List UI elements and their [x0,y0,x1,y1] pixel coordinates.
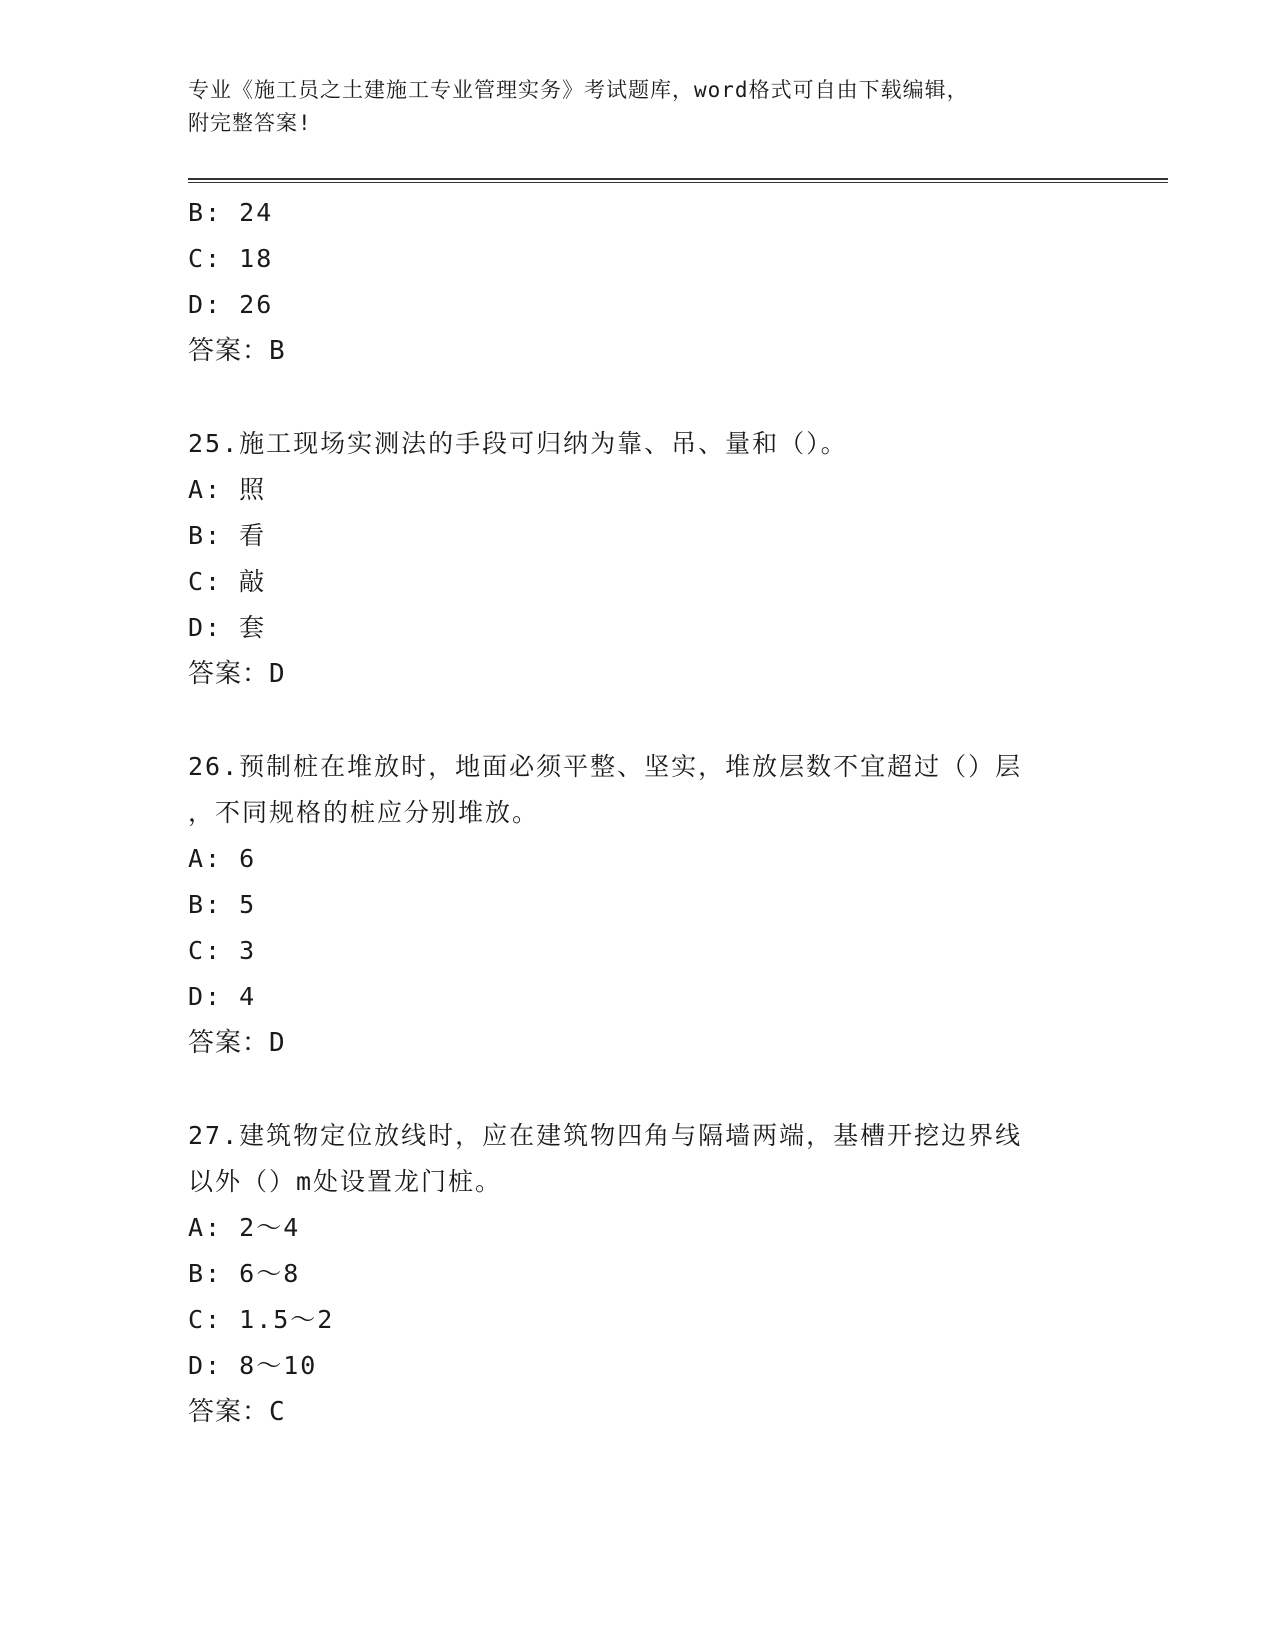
option-d: D: 26 [188,290,274,319]
spacer [188,697,1168,744]
question-list [188,190,1168,1435]
option-c: C: 1.5～2 [188,1305,335,1334]
question-25 [188,421,1168,697]
option-b: B: 6～8 [188,1259,301,1288]
question-27 [188,1113,1168,1435]
answer: 答案：C [188,1397,286,1427]
answer: 答案：D [188,1028,286,1058]
header-line-1: 专业《施工员之土建施工专业管理实务》考试题库，word格式可自由下载编辑， [188,78,969,102]
option-a: A: 照 [188,475,267,504]
spacer [188,1066,1168,1113]
option-c: C: 敲 [188,567,267,596]
option-d: D: 4 [188,982,257,1011]
spacer [188,374,1168,421]
option-b: B: 看 [188,521,267,550]
question-text-continued: ，不同规格的桩应分别堆放。 [188,798,540,827]
option-d: D: 8～10 [188,1351,318,1380]
header-line-2: 附完整答案! [188,111,312,135]
option-b: B: 24 [188,198,274,227]
question-24-tail [188,190,1168,374]
question-text: 25.施工现场实测法的手段可归纳为靠、吊、量和（）。 [188,429,848,458]
document-header [188,74,1088,140]
question-26 [188,744,1168,1066]
option-a: A: 6 [188,844,257,873]
option-b: B: 5 [188,890,257,919]
question-text: 27.建筑物定位放线时，应在建筑物四角与隔墙两端，基槽开挖边界线 [188,1121,1023,1150]
question-text: 26.预制桩在堆放时，地面必须平整、坚实，堆放层数不宜超过（）层 [188,752,1023,781]
option-d: D: 套 [188,613,267,642]
header-divider [188,178,1168,183]
option-c: C: 3 [188,936,257,965]
answer: 答案：B [188,336,286,366]
answer: 答案：D [188,659,286,689]
option-a: A: 2～4 [188,1213,301,1242]
question-text-continued: 以外（）m处设置龙门桩。 [188,1167,503,1196]
option-c: C: 18 [188,244,274,273]
